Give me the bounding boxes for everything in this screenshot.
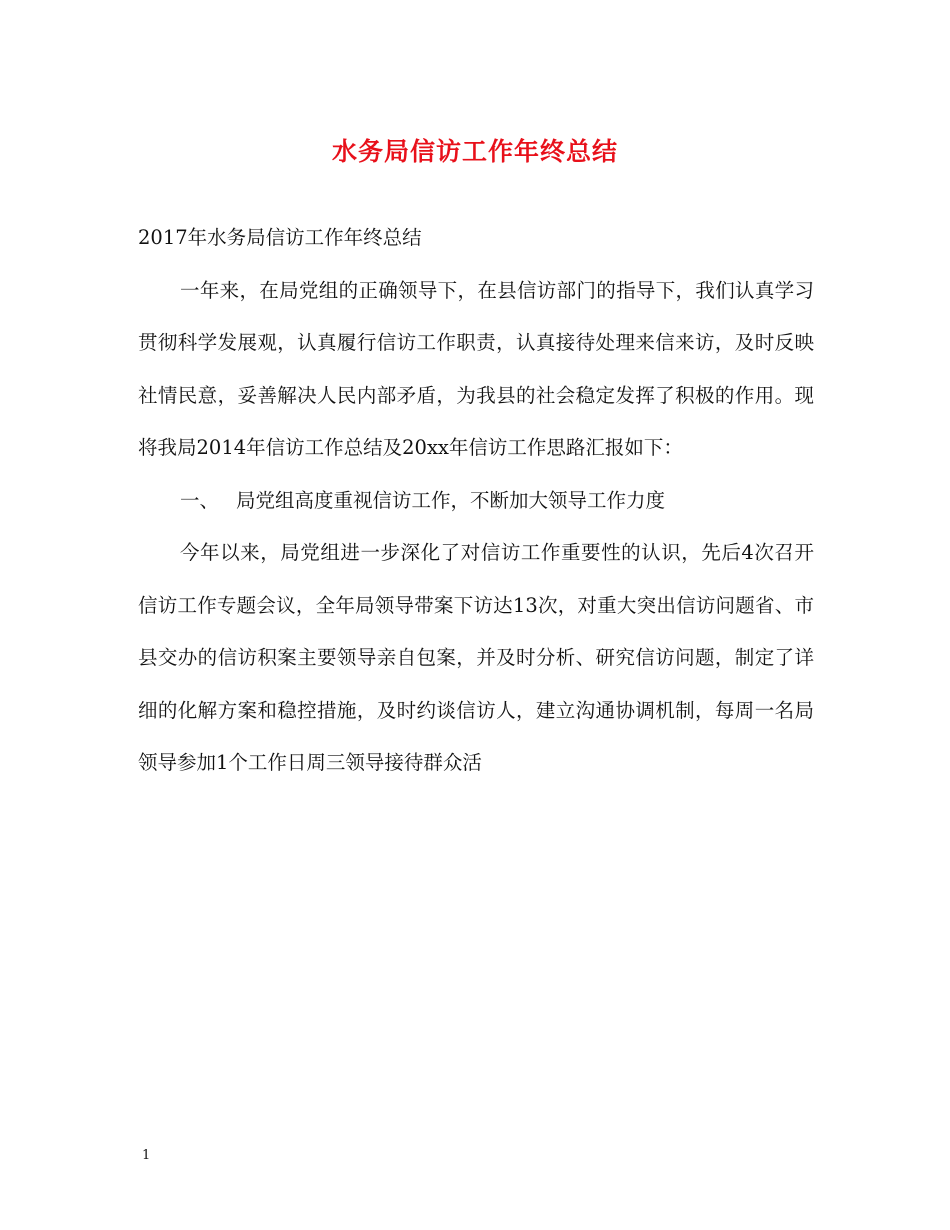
page-number: 1	[142, 1148, 151, 1163]
section-paragraph: 今年以来，局党组进一步深化了对信访工作重要性的认识，先后4次召开信访工作专题会议，全年局领导带案下访达13次，对重大突出信访问题省、市县交办的信访积案主要领导亲自包案，并及时分析、研究信访问题，制定了详细的化解方案和稳控措施，及时约谈信访人，建立沟通协调机制，每周一名局领导参加1个工作日周三领导接待群众活	[138, 541, 814, 774]
section-heading	[138, 475, 814, 528]
section-number: 一、	[180, 488, 220, 512]
document-subtitle: 2017年水务局信访工作年终总结	[138, 226, 422, 249]
section-heading-text: 局党组高度重视信访工作，不断加大领导工作力度	[236, 488, 666, 512]
intro-paragraph: 一年来，在局党组的正确领导下，在县信访部门的指导下，我们认真学习贯彻科学发展观，认真履行信访工作职责，认真接待处理来信来访，及时反映社情民意，妥善解决人民内部矛盾，为我县的社会稳定发挥了积极的作用。现将我局2014年信访工作总结及20xx年信访工作思路汇报如下：	[138, 278, 814, 459]
document-title: 水务局信访工作年终总结	[331, 137, 618, 166]
document-body	[138, 212, 814, 790]
